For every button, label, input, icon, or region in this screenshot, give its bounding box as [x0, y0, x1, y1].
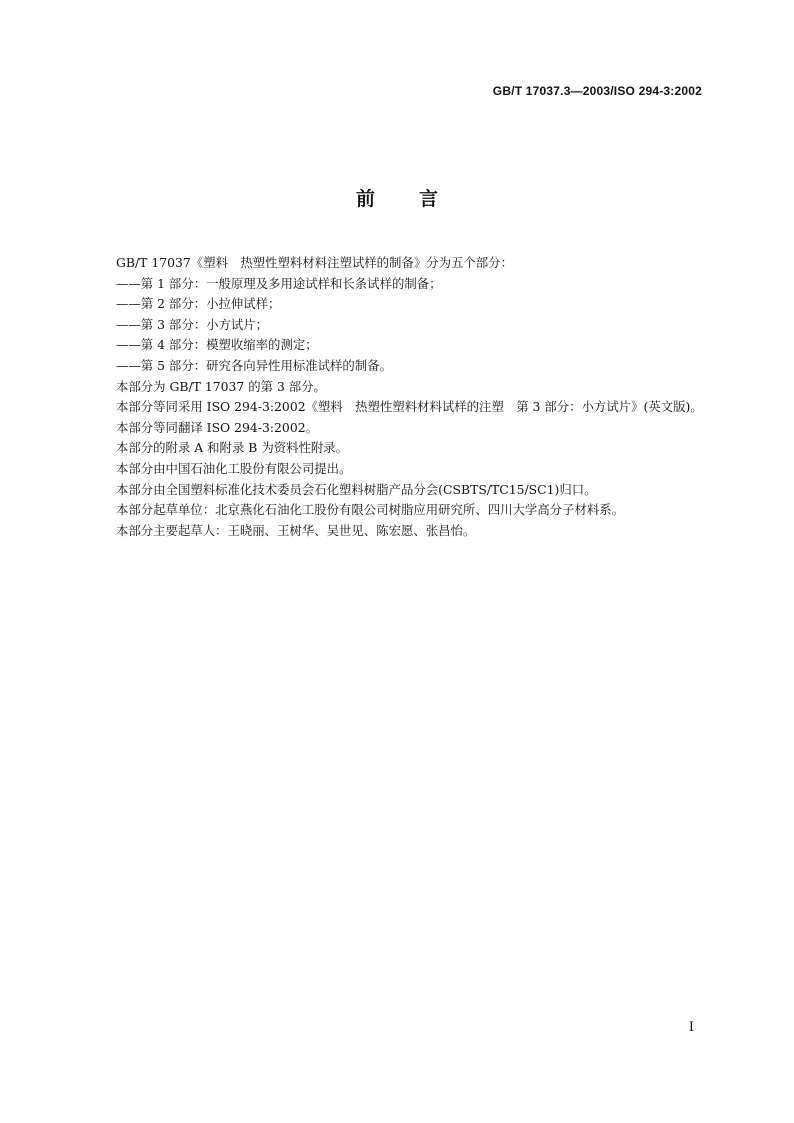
page-number: I [688, 1020, 694, 1035]
list-item-part-1: ——第 1 部分：一般原理及多用途试样和长条试样的制备； [116, 275, 442, 291]
list-item-part-5: ——第 5 部分：研究各向异性用标准试样的制备。 [116, 357, 392, 373]
title-char-1: 前 [355, 188, 375, 210]
paragraph-drafting-units: 本部分起草单位：北京燕化石油化工股份有限公司树脂应用研究所、四川大学高分子材料系。 [116, 502, 625, 518]
list-item-part-2: ——第 2 部分：小拉伸试样； [116, 296, 281, 312]
paragraph-drafters: 本部分主要起草人：王晓丽、王树华、吴世见、陈宏愿、张昌怡。 [116, 522, 476, 538]
page-title [0, 184, 794, 211]
paragraph-series-intro: GB/T 17037《塑料 热塑性塑料材料注塑试样的制备》分为五个部分： [116, 255, 513, 270]
paragraph-annexes: 本部分的附录 A 和附录 B 为资料性附录。 [116, 440, 349, 456]
paragraph-proposer: 本部分由中国石油化工股份有限公司提出。 [116, 460, 352, 476]
paragraph-adoption: 本部分等同采用 ISO 294-3:2002《塑料 热塑性塑料材料试样的注塑 第 3 部分：小方试片》(英文版)。 [116, 399, 703, 415]
standard-code-header: GB/T 17037.3—2003/ISO 294-3:2002 [492, 84, 702, 98]
list-item-part-3: ——第 3 部分：小方试片； [116, 316, 269, 332]
paragraph-translation: 本部分等同翻译 ISO 294-3:2002。 [116, 419, 318, 435]
foreword-body [90, 253, 704, 541]
paragraph-responsible-committee: 本部分由全国塑料标准化技术委员会石化塑料树脂产品分会(CSBTS/TC15/SC1)归口。 [116, 481, 597, 497]
paragraph-part-statement: 本部分为 GB/T 17037 的第 3 部分。 [116, 378, 326, 394]
list-item-part-4: ——第 4 部分：模塑收缩率的测定； [116, 337, 318, 353]
title-char-2: 言 [419, 188, 439, 210]
